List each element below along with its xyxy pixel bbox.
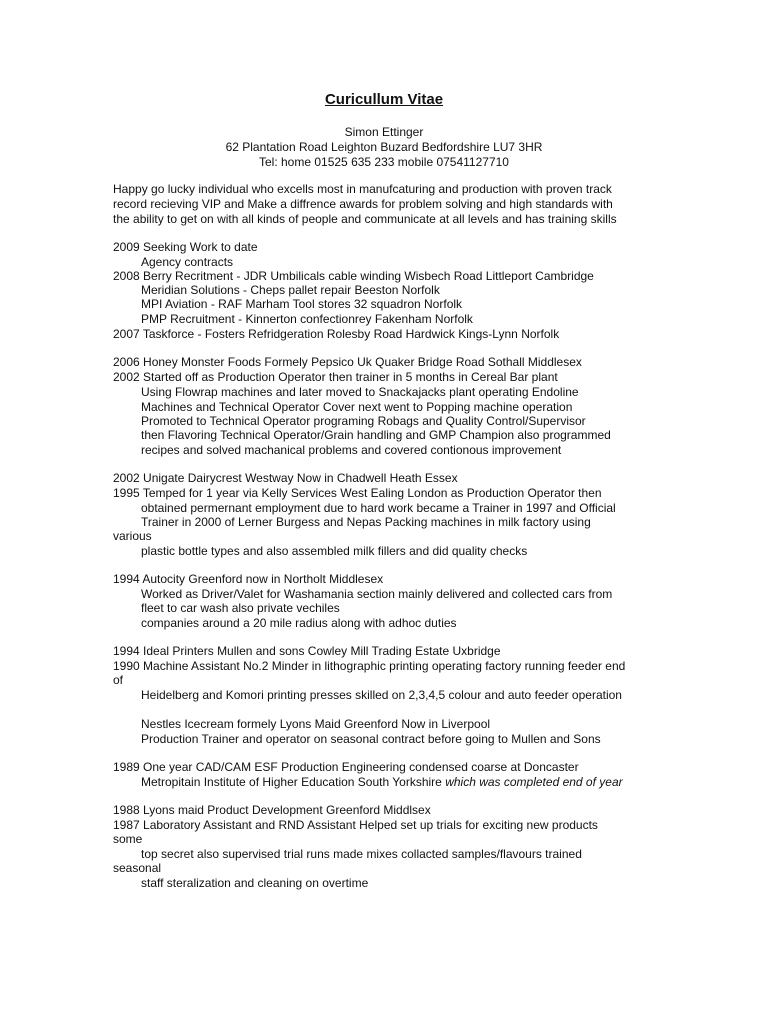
cv-line: 1987 Laboratory Assistant and RND Assistant Helped set up trials for exciting new products [113, 818, 598, 832]
cv-line: seasonal [113, 861, 162, 875]
cv-line: Meridian Solutions - Cheps pallet repair Beeston Norfolk [141, 283, 440, 297]
cv-line: top secret also supervised trial runs made mixes collacted samples/flavours trained [141, 847, 582, 861]
summary-line: the ability to get on with all kinds of people and communicate at all levels and has training skills [113, 212, 617, 226]
summary-line: Happy go lucky individual who excells most in manufcaturing and production with proven track [113, 182, 612, 196]
cv-line: 1995 Temped for 1 year via Kelly Services West Ealing London as Production Operator then [113, 486, 602, 500]
cv-line: Promoted to Technical Operator programing Robags and Quality Control/Supervisor [141, 414, 586, 428]
cv-line: obtained permernant employment due to hard work became a Trainer in 1997 and Official [141, 501, 616, 515]
cv-line: Agency contracts [141, 255, 234, 269]
cv-line: Using Flowrap machines and later moved to Snackajacks plant operating Endoline [141, 385, 579, 399]
cv-line: various [113, 529, 152, 543]
cv-line: companies around a 20 mile radius along with adhoc duties [141, 616, 457, 630]
cv-line: of [113, 673, 124, 687]
candidate-phone: Tel: home 01525 635 233 mobile 07541127710 [259, 155, 509, 169]
cv-line-text: Metropitain Institute of Higher Education South Yorkshire [141, 775, 446, 789]
cv-line: 1990 Machine Assistant No.2 Minder in lithographic printing operating factory running feeder end [113, 659, 626, 673]
cv-line: MPI Aviation - RAF Marham Tool stores 32 squadron Norfolk [141, 297, 463, 311]
cv-line: some [113, 832, 143, 846]
summary-line: record recieving VIP and Make a diffrence awards for problem solving and high standards with [113, 197, 613, 211]
cv-line: fleet to car wash also private vechiles [141, 601, 340, 615]
cv-line [141, 775, 623, 790]
cv-line: PMP Recruitment - Kinnerton confectionrey Fakenham Norfolk [141, 312, 473, 326]
document-title: Curicullum Vitae [324, 91, 444, 108]
candidate-name: Simon Ettinger [344, 125, 424, 139]
cv-line: 2009 Seeking Work to date [113, 240, 258, 254]
cv-line: staff steralization and cleaning on overtime [141, 876, 369, 890]
cv-line: 1994 Autocity Greenford now in Northolt Middlesex [113, 572, 384, 586]
cv-line: Production Trainer and operator on seasonal contract before going to Mullen and Sons [141, 732, 601, 746]
cv-line: 2008 Berry Recritment - JDR Umbilicals cable winding Wisbech Road Littleport Cambridge [113, 269, 594, 283]
cv-line: 1988 Lyons maid Product Development Greenford Middlsex [113, 803, 431, 817]
cv-line: 1989 One year CAD/CAM ESF Production Engineering condensed coarse at Doncaster [113, 760, 579, 774]
cv-line: 2002 Unigate Dairycrest Westway Now in Chadwell Heath Essex [113, 471, 458, 485]
cv-line: Trainer in 2000 of Lerner Burgess and Nepas Packing machines in milk factory using [141, 515, 591, 529]
cv-line: 2006 Honey Monster Foods Formely Pepsico Uk Quaker Bridge Road Sothall Middlesex [113, 355, 582, 369]
cv-line: Nestles Icecream formely Lyons Maid Greenford Now in Liverpool [141, 717, 491, 731]
cv-line: 1994 Ideal Printers Mullen and sons Cowley Mill Trading Estate Uxbridge [113, 644, 501, 658]
cv-line: Worked as Driver/Valet for Washamania section mainly delivered and collected cars from [141, 587, 613, 601]
cv-line: then Flavoring Technical Operator/Grain handling and GMP Champion also programmed [141, 428, 611, 442]
cv-line: recipes and solved machanical problems and covered contionous improvement [141, 443, 562, 457]
candidate-address: 62 Plantation Road Leighton Buzard Bedfordshire LU7 3HR [225, 140, 543, 154]
cv-line: 2007 Taskforce - Fosters Refridgeration Rolesby Road Hardwick Kings-Lynn Norfolk [113, 327, 560, 341]
cv-line: 2002 Started off as Production Operator then trainer in 5 months in Cereal Bar plant [113, 370, 558, 384]
cv-line: plastic bottle types and also assembled milk fillers and did quality checks [141, 544, 528, 558]
cv-line: Heidelberg and Komori printing presses skilled on 2,3,4,5 colour and auto feeder operation [141, 688, 622, 702]
cv-line: Machines and Technical Operator Cover next went to Popping machine operation [141, 400, 573, 414]
cv-line-italic: which was completed end of year [445, 775, 623, 789]
